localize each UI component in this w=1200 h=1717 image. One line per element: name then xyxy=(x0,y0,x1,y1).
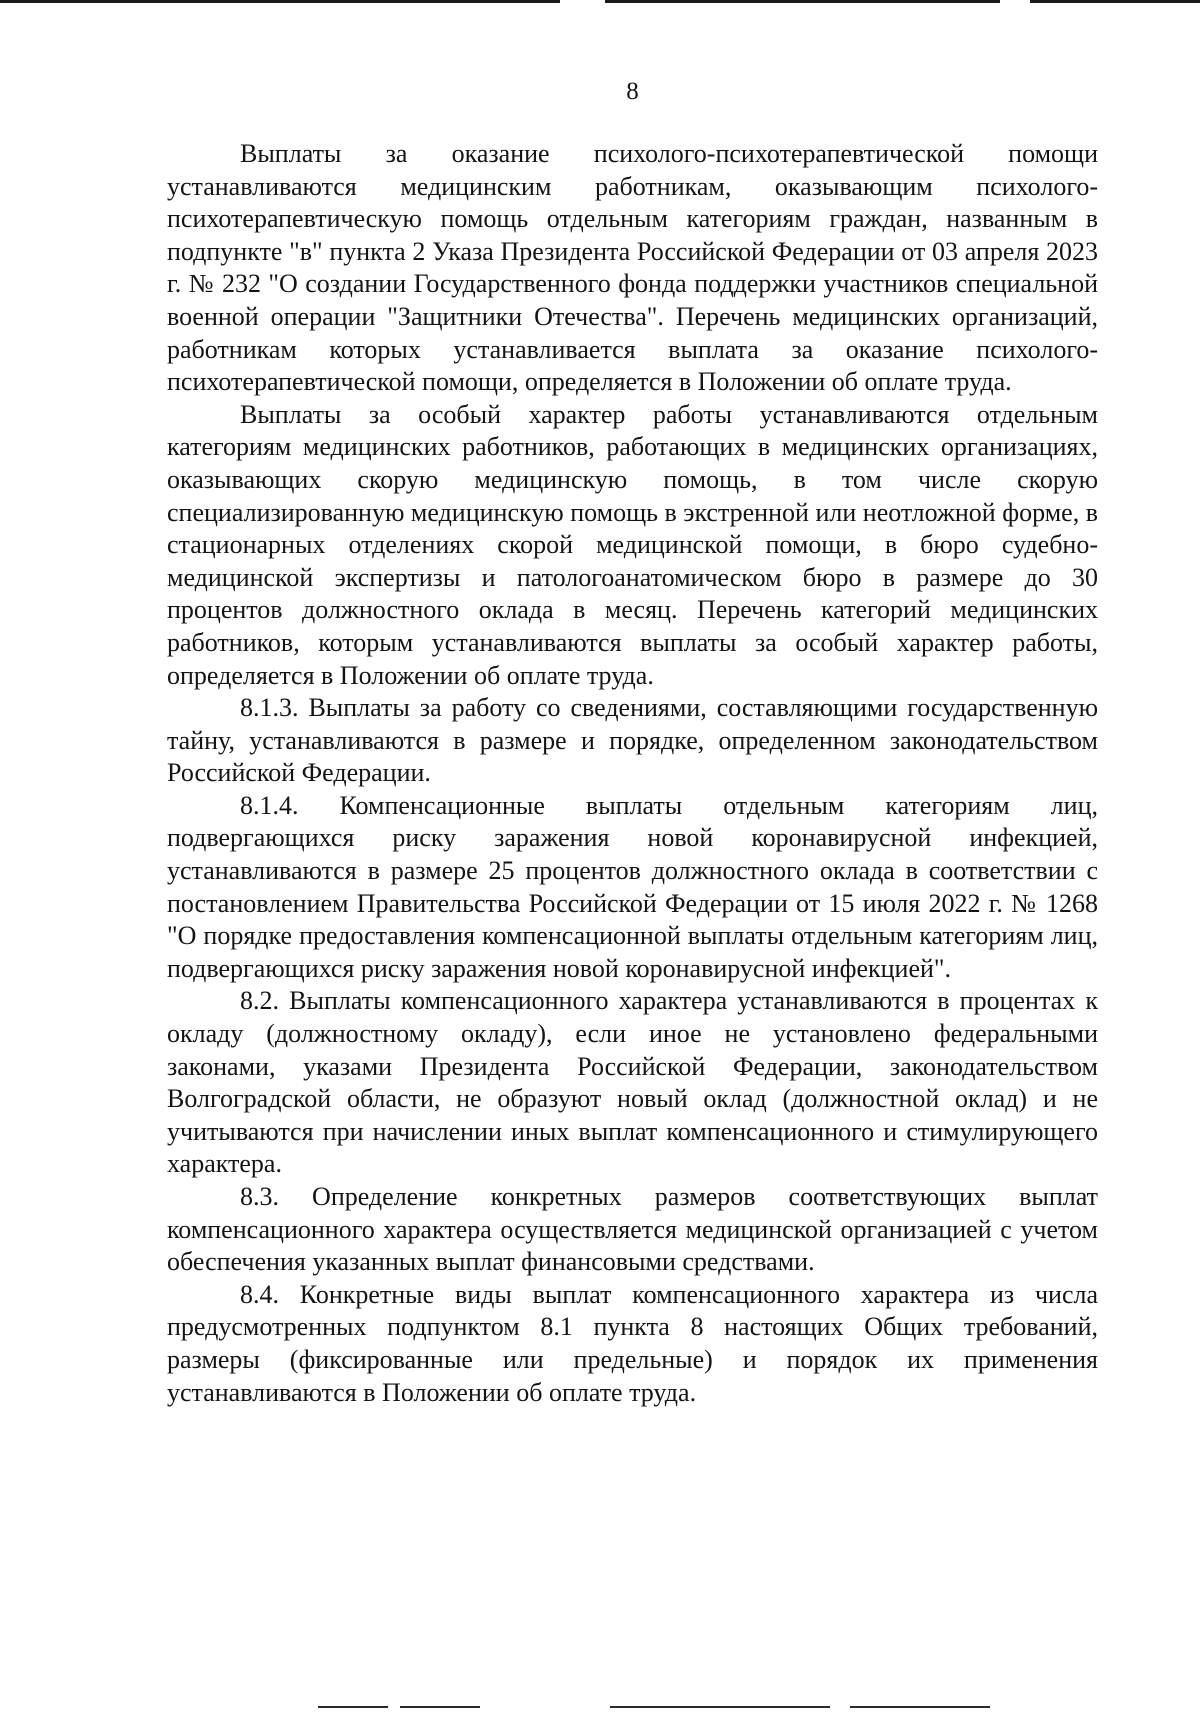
page-number: 8 xyxy=(626,78,639,105)
scan-artifact-bottom xyxy=(850,1706,990,1708)
paragraph-8-3: 8.3. Определение конкретных размеров соответствующих выплат компенсационного характера осуществляется медицинской организацией с учетом обеспечения указанных выплат финансовыми средствами. xyxy=(167,1182,1098,1277)
paragraph-psychological-help-payments: Выплаты за оказание психолого-психотерапевтической помощи устанавливаются медицинским работникам, оказывающим психолого-психотерапевтическую помощь отдельным категориям граждан, названным в подпункте "в" пункта 2 Указа Президента Российской Федерации от 03 апреля 2023 г. № 232 "О создании Государственного фонда поддержки участников специальной военной операции "Защитники Отечества". Перечень медицинских организаций, работникам которых устанавливается выплата за оказание психолого-психотерапевтической помощи, определяется в Положении об оплате труда. xyxy=(167,139,1098,397)
scan-edge-gap xyxy=(1000,0,1030,3)
paragraph-8-2: 8.2. Выплаты компенсационного характера устанавливаются в процентах к окладу (должностному окладу), если иное не установлено федеральными законами, указами Президента Российской Федерации, законодательством Волгоградской области, не образуют новый оклад (должностной оклад) и не учитываются при начислении иных выплат компенсационного и стимулирующего характера. xyxy=(167,986,1098,1179)
scan-artifact-bottom xyxy=(610,1706,830,1708)
scan-artifact-bottom xyxy=(318,1706,388,1708)
paragraph-special-work-nature-payments: Выплаты за особый характер работы устанавливаются отдельным категориям медицинских работников, работающих в медицинских организациях, оказывающих скорую медицинскую помощь, в том числе скорую специализированную медицинскую помощь в экстренной или неотложной форме, в стационарных отделениях скорой медицинской помощи, в бюро судебно-медицинской экспертизы и патологоанатомическом бюро в размере до 30 процентов должностного оклада в месяц. Перечень категорий медицинских работников, которым устанавливаются выплаты за особый характер работы, определяется в Положении об оплате труда. xyxy=(167,399,1098,690)
scan-edge-gap xyxy=(560,0,605,3)
paragraph-8-4: 8.4. Конкретные виды выплат компенсационного характера из числа предусмотренных подпунктом 8.1 пункта 8 настоящих Общих требований, размеры (фиксированные или предельные) и порядок их применения устанавливаются в Положении об оплате труда. xyxy=(167,1279,1098,1407)
paragraph-8-1-3: 8.1.3. Выплаты за работу со сведениями, составляющими государственную тайну, устанавливаются в размере и порядке, определенном законодательством Российской Федерации. xyxy=(167,693,1098,788)
paragraph-8-1-4: 8.1.4. Компенсационные выплаты отдельным категориям лиц, подвергающихся риску заражения новой коронавирусной инфекцией, устанавливаются в размере 25 процентов должностного оклада в соответствии с постановлением Правительства Российской Федерации от 15 июля 2022 г. № 1268 "О порядке предоставления компенсационной выплаты отдельным категориям лиц, подвергающихся риску заражения новой коронавирусной инфекцией". xyxy=(167,790,1098,983)
document-body xyxy=(167,138,1098,1409)
scan-artifact-bottom xyxy=(400,1706,480,1708)
